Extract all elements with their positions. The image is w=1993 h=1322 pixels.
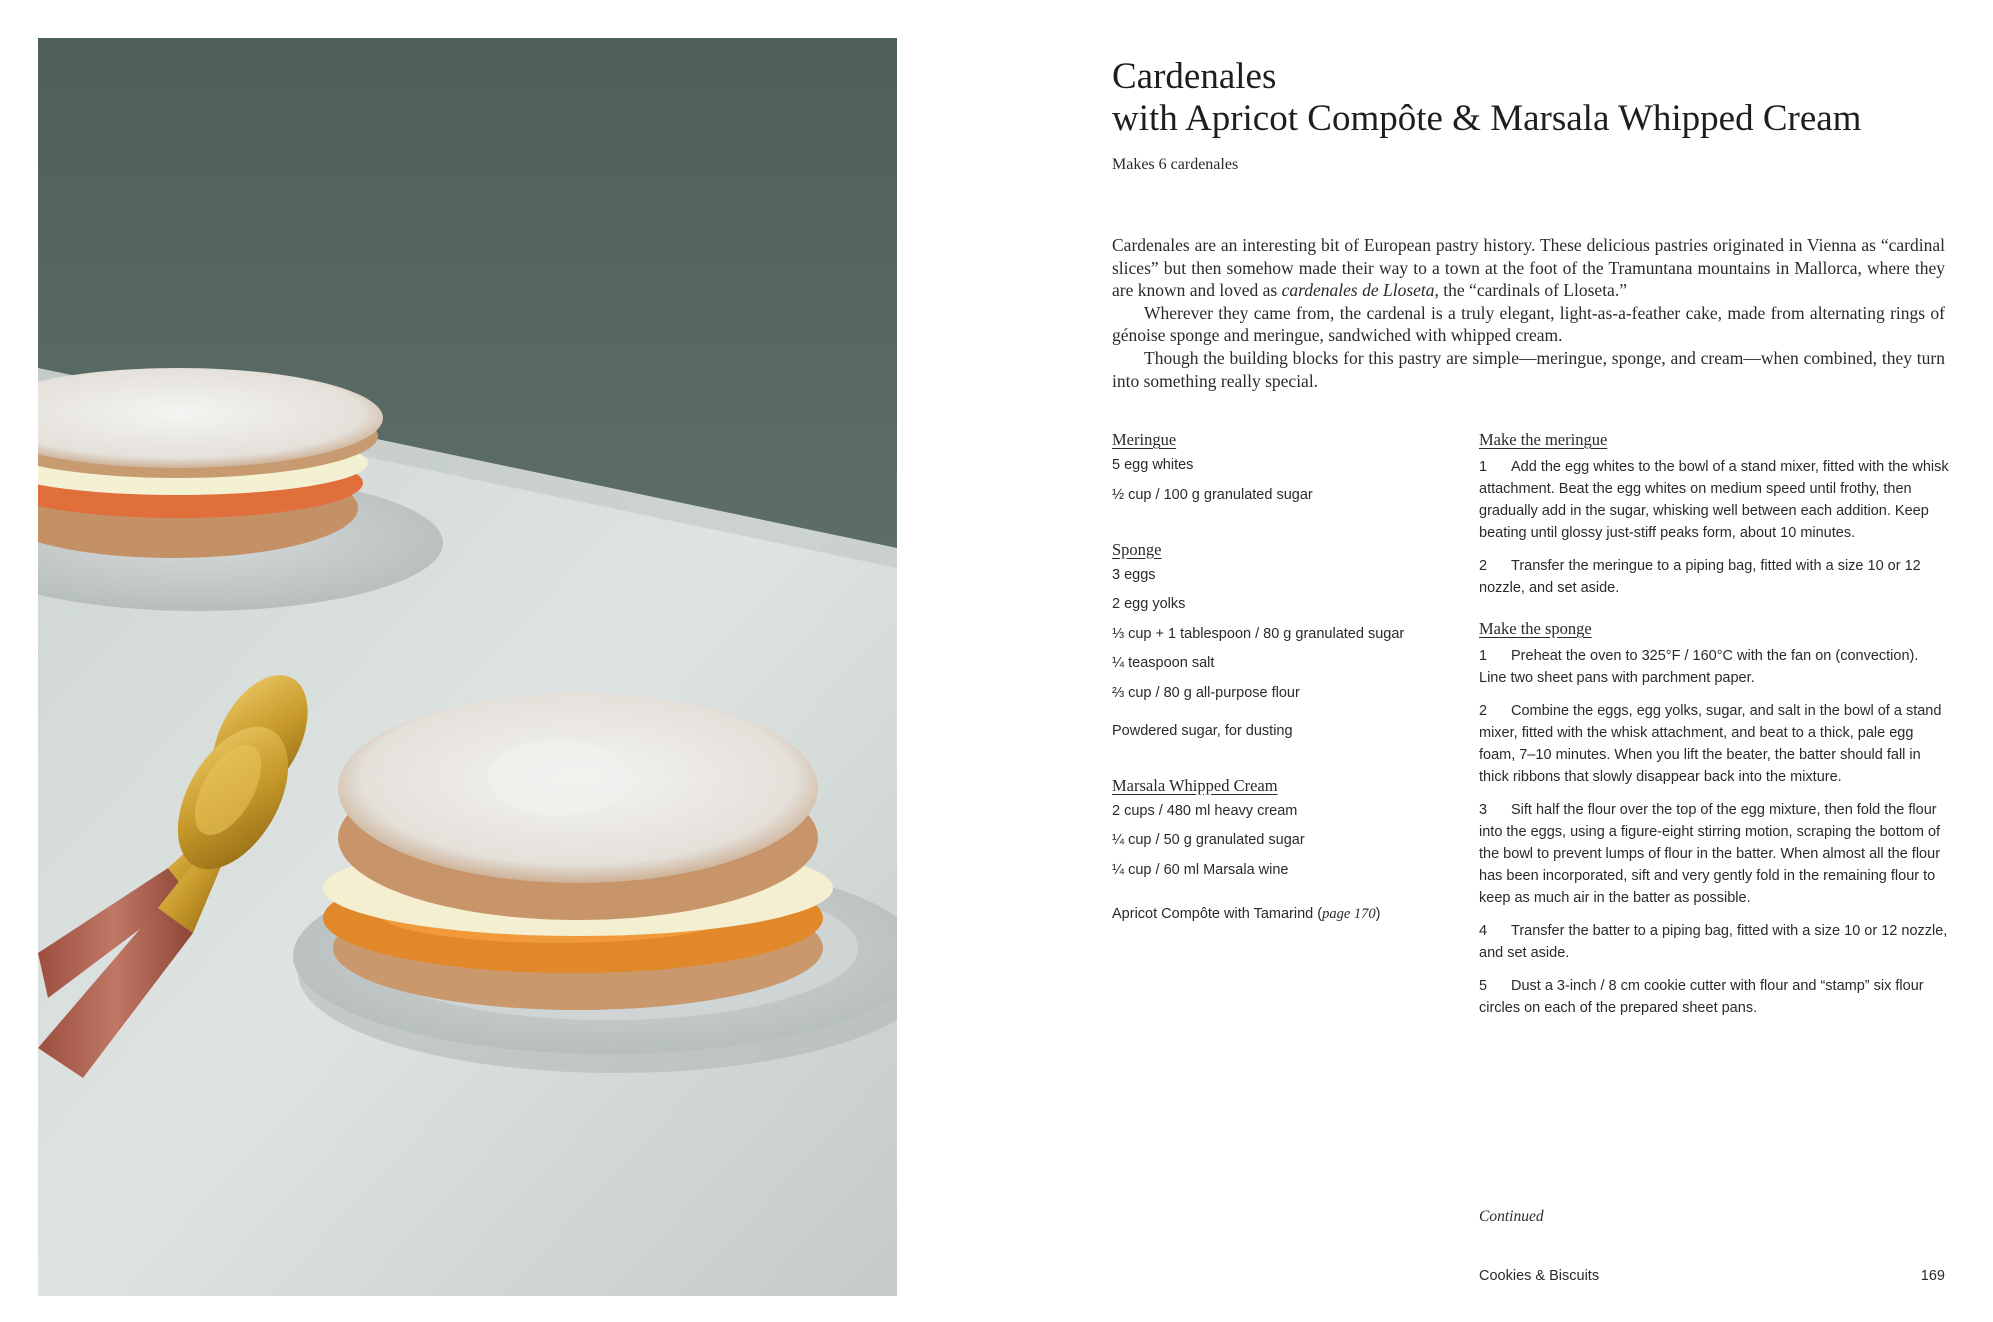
method-sponge	[1479, 619, 1949, 1019]
step-number: 4	[1479, 923, 1488, 939]
step-text: Transfer the meringue to a piping bag, fitted with a size 10 or 12 nozzle, and set aside.	[1479, 558, 1921, 596]
method-meringue	[1479, 430, 1949, 599]
ingredient-heading: Sponge	[1112, 539, 1162, 559]
step-text: Sift half the flour over the top of the egg mixture, then fold the flour into the eggs, using a figure-eight stirring motion, scraping the bottom of the bowl to prevent lumps of flour in the batter. When almost all the flour has been incorporated, sift and very gently fold in the remaining flour to keep as much air in the batter as possible.	[1479, 802, 1941, 906]
step-text: Dust a 3-inch / 8 cm cookie cutter with flour and “stamp” six flour circles on each of the prepared sheet pans.	[1479, 978, 1924, 1016]
ingredient-dusting: Powdered sugar, for dusting	[1112, 722, 1293, 739]
intro-p1-text: Cardenales are an interesting bit of European pastry history. These delicious pastries originated in Vienna as “cardinal slices” but then somehow made their way to a town at the foot of the Tramuntana mountains in Mallorca, where they are known and loved as	[1112, 235, 1945, 301]
intro-paragraph-3: Though the building blocks for this pastry are simple—meringue, sponge, and cream—when combined, they turn into something really special.	[1112, 347, 1945, 391]
step-number: 1	[1479, 648, 1488, 664]
step-number: 1	[1479, 459, 1488, 475]
recipe-intro	[1112, 234, 1945, 392]
cardenales-photo-illustration	[38, 38, 897, 1296]
method-column	[1479, 430, 1949, 1039]
ingredient-item: 5 egg whites	[1112, 457, 1194, 473]
footer-section-name: Cookies & Biscuits	[1479, 1268, 1600, 1284]
page-number: 169	[1920, 1268, 1945, 1284]
step-number: 5	[1479, 978, 1488, 994]
ingredients-sponge	[1112, 540, 1442, 702]
step-number: 3	[1479, 802, 1488, 818]
method-step	[1479, 645, 1949, 689]
step-number: 2	[1479, 558, 1488, 574]
ingredient-item: ¼ cup / 50 g granulated sugar	[1112, 832, 1305, 848]
step-text: Preheat the oven to 325°F / 160°C with the fan on (convection). Line two sheet pans with parchment paper.	[1479, 648, 1919, 686]
step-number: 2	[1479, 703, 1488, 719]
step-text: Transfer the batter to a piping bag, fitted with a size 10 or 12 nozzle, and set aside.	[1479, 923, 1948, 961]
method-step	[1479, 799, 1949, 909]
step-text: Add the egg whites to the bowl of a stand mixer, fitted with the whisk attachment. Beat the egg whites on medium speed until frothy, then gradually add in the sugar, whisking well between each addition. Keep beating until glossy just-stiff peaks form, about 10 minutes.	[1479, 459, 1949, 541]
intro-p1-emphasis: cardenales de Lloseta	[1281, 280, 1435, 301]
ingredient-item: ¼ cup / 60 ml Marsala wine	[1112, 861, 1289, 878]
ingredients-cream	[1112, 776, 1442, 879]
recipe-title-line2: with Apricot Compôte & Marsala Whipped Cream	[1112, 98, 1862, 139]
recipe-title-line1: Cardenales	[1112, 56, 1277, 97]
recipe-title	[1112, 56, 1972, 140]
ingredient-compote	[1112, 905, 1442, 923]
method-step	[1479, 456, 1949, 544]
step-text: Combine the eggs, egg yolks, sugar, and salt in the bowl of a stand mixer, fitted with the whisk attachment, and beat to a thick, pale egg foam, 7–10 minutes. When you lift the beater, the batter should fall in thick ribbons that slowly disappear back into the mixture.	[1479, 703, 1942, 785]
ingredient-item: ⅓ cup + 1 tablespoon / 80 g granulated sugar	[1112, 625, 1405, 642]
method-step	[1479, 920, 1949, 964]
ingredient-item: ⅔ cup / 80 g all-purpose flour	[1112, 684, 1300, 701]
method-step	[1479, 700, 1949, 788]
ingredient-item: 2 cups / 480 ml heavy cream	[1112, 802, 1298, 819]
method-step	[1479, 555, 1949, 599]
compote-page-reference[interactable]: page 170	[1322, 905, 1376, 922]
recipe-photo	[38, 38, 897, 1296]
ingredient-item: ½ cup / 100 g granulated sugar	[1112, 486, 1313, 503]
intro-paragraph-1	[1112, 234, 1945, 302]
ingredient-heading: Marsala Whipped Cream	[1112, 775, 1278, 795]
method-heading: Make the meringue	[1479, 430, 1608, 449]
ingredient-heading: Meringue	[1112, 430, 1177, 449]
intro-paragraph-2: Wherever they came from, the cardenal is a truly elegant, light-as-a-feather cake, made from alternating rings of génoise sponge and meringue, sandwiched with whipped cream.	[1112, 302, 1945, 346]
continued-note: Continued	[1479, 1208, 1544, 1225]
method-step	[1479, 975, 1949, 1019]
ingredient-item: ¼ teaspoon salt	[1112, 655, 1215, 671]
ingredients-meringue	[1112, 430, 1442, 504]
ingredients-column	[1112, 430, 1442, 959]
intro-p1-text-end: , the “cardinals of Lloseta.”	[1434, 280, 1627, 301]
recipe-yield: Makes 6 cardenales	[1112, 156, 1239, 173]
ingredient-item: 2 egg yolks	[1112, 596, 1186, 612]
ingredient-item: 3 eggs	[1112, 566, 1156, 583]
method-heading: Make the sponge	[1479, 619, 1592, 638]
compote-close: )	[1375, 905, 1381, 922]
front-pastry	[323, 693, 833, 1010]
compote-text: Apricot Compôte with Tamarind (	[1112, 905, 1323, 922]
